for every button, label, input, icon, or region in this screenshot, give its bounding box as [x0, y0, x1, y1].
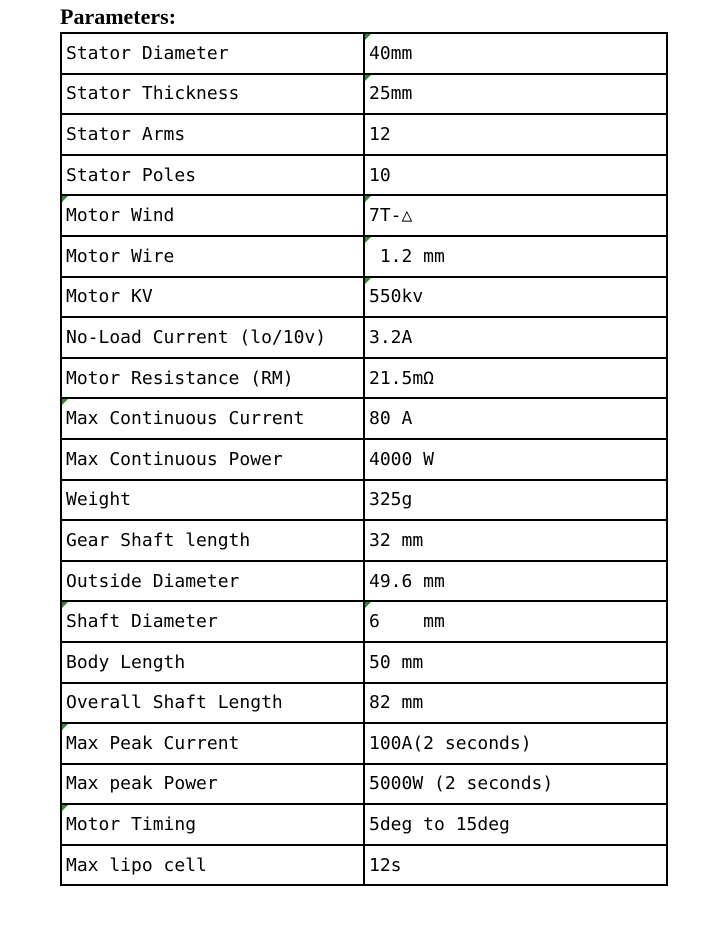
table-row [61, 561, 667, 602]
parameter-name: Weight [61, 480, 364, 521]
parameter-value: 5000W (2 seconds) [364, 764, 667, 805]
table-row [61, 601, 667, 642]
parameters-table-body [61, 33, 667, 885]
parameter-value: 32 mm [364, 520, 667, 561]
parameter-value: 3.2A [364, 317, 667, 358]
table-row [61, 236, 667, 277]
parameter-name: Max Peak Current [61, 723, 364, 764]
parameter-name: Motor Resistance (RM) [61, 358, 364, 399]
table-row [61, 358, 667, 399]
parameter-value: 80 A [364, 398, 667, 439]
parameter-value: 40mm [364, 33, 667, 74]
parameter-value: 50 mm [364, 642, 667, 683]
parameter-name: Max peak Power [61, 764, 364, 805]
parameter-name: Gear Shaft length [61, 520, 364, 561]
table-row [61, 398, 667, 439]
parameter-value: 550kv [364, 277, 667, 318]
table-row [61, 195, 667, 236]
parameter-name: Max Continuous Current [61, 398, 364, 439]
table-row [61, 683, 667, 724]
parameter-name: Motor Wire [61, 236, 364, 277]
parameter-name: Shaft Diameter [61, 601, 364, 642]
table-row [61, 480, 667, 521]
parameter-value: 10 [364, 155, 667, 196]
table-row [61, 114, 667, 155]
parameter-value: 100A(2 seconds) [364, 723, 667, 764]
parameter-name: Max Continuous Power [61, 439, 364, 480]
parameter-name: Motor KV [61, 277, 364, 318]
table-row [61, 642, 667, 683]
parameter-value: 325g [364, 480, 667, 521]
page-title: Parameters: [60, 4, 177, 29]
parameter-name: Max lipo cell [61, 845, 364, 886]
parameter-name: No-Load Current (lo/10v) [61, 317, 364, 358]
parameters-table [60, 32, 668, 886]
parameter-value: 82 mm [364, 683, 667, 724]
parameter-value: 21.5mΩ [364, 358, 667, 399]
parameter-name: Stator Diameter [61, 33, 364, 74]
parameter-name: Stator Arms [61, 114, 364, 155]
parameter-name: Body Length [61, 642, 364, 683]
table-row [61, 74, 667, 115]
parameter-name: Stator Poles [61, 155, 364, 196]
parameter-name: Motor Timing [61, 804, 364, 845]
table-row [61, 155, 667, 196]
parameter-value: 1.2 mm [364, 236, 667, 277]
parameter-value: 49.6 mm [364, 561, 667, 602]
parameter-value: 7T-△ [364, 195, 667, 236]
table-row [61, 723, 667, 764]
parameter-name: Motor Wind [61, 195, 364, 236]
parameter-value: 4000 W [364, 439, 667, 480]
parameter-name: Outside Diameter [61, 561, 364, 602]
parameter-name: Overall Shaft Length [61, 683, 364, 724]
parameter-value: 5deg to 15deg [364, 804, 667, 845]
table-row [61, 764, 667, 805]
table-row [61, 845, 667, 886]
parameter-value: 6 mm [364, 601, 667, 642]
table-row [61, 277, 667, 318]
table-row [61, 317, 667, 358]
parameter-value: 25mm [364, 74, 667, 115]
parameter-name: Stator Thickness [61, 74, 364, 115]
table-row [61, 33, 667, 74]
parameter-value: 12s [364, 845, 667, 886]
parameter-value: 12 [364, 114, 667, 155]
table-row [61, 520, 667, 561]
table-row [61, 804, 667, 845]
table-row [61, 439, 667, 480]
